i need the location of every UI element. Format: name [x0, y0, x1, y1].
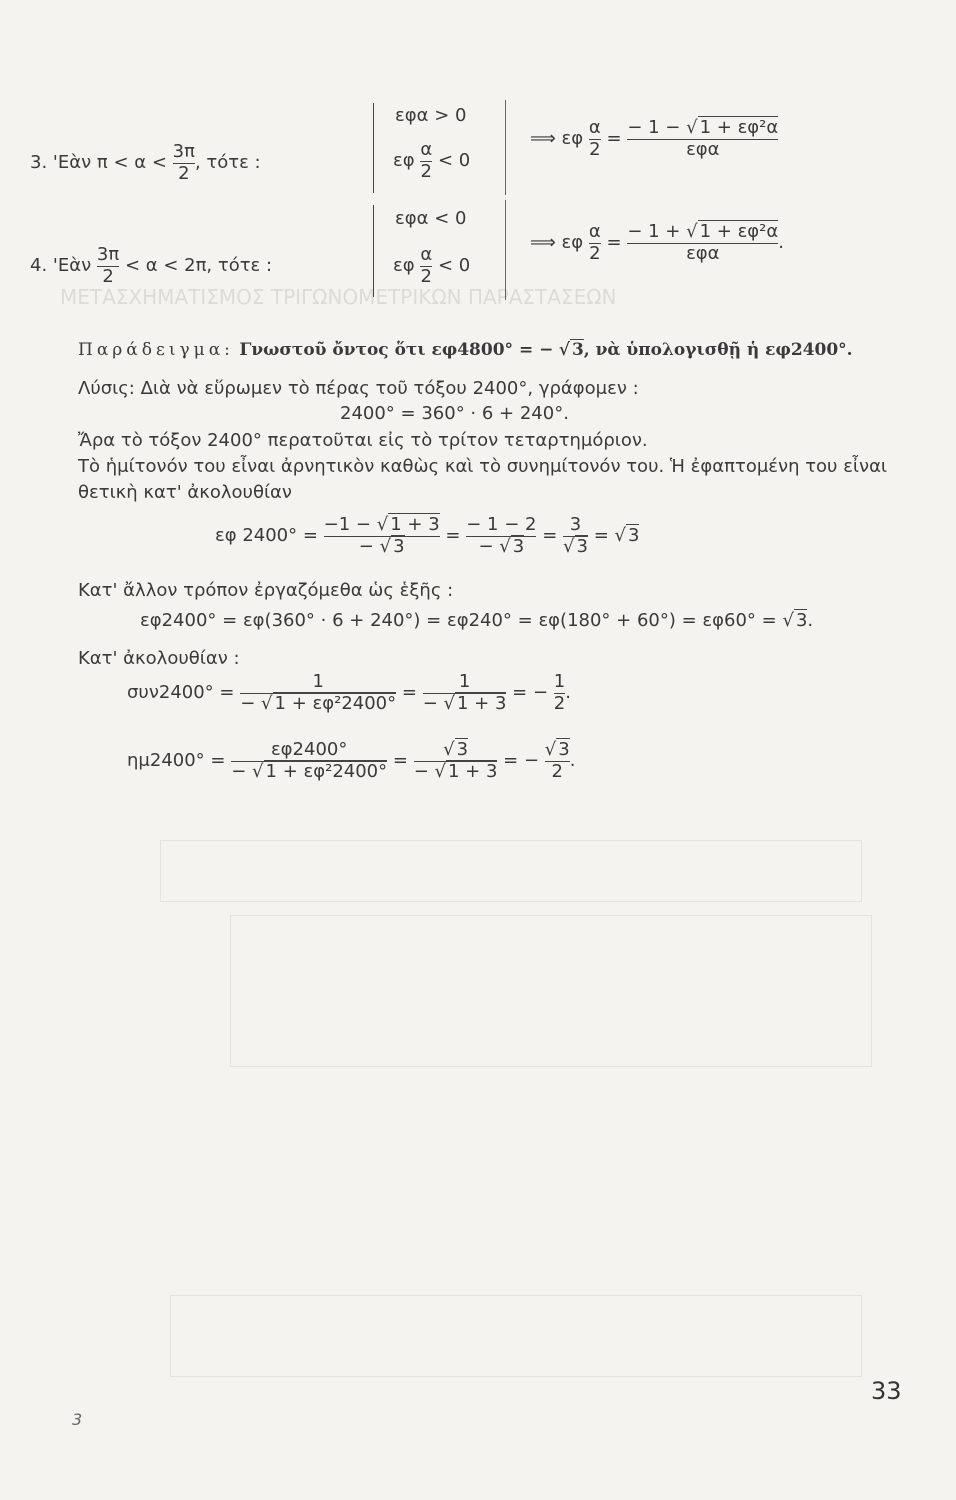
denominator: − √ 1 + 3 [413, 760, 498, 782]
case4-text-b: < α < 2π, τότε : [124, 255, 273, 277]
example-line [78, 340, 853, 360]
case3-cond2 [393, 140, 470, 182]
implies-arrow-icon: ⟹ [530, 232, 556, 254]
case3-text: 'Εὰν π < α < [52, 152, 167, 174]
equals: = [606, 128, 622, 150]
period: . [778, 232, 784, 254]
term: −1 − [323, 514, 372, 535]
equation-lhs: εφ 2400° = [215, 525, 318, 547]
bleed-through-box [170, 1295, 862, 1377]
period: . [565, 682, 571, 704]
half-angle-fraction [420, 245, 432, 287]
numerator: − 1 + √ 1 + εφ²α [627, 221, 779, 242]
case4-cond2 [393, 245, 470, 287]
radicand: 3 [795, 610, 808, 631]
example-text-a: Γνωστοῦ ὄντος ὅτι εφ4800° = − [239, 340, 554, 360]
half-angle-fraction [420, 140, 432, 182]
numerator: √ 3 [443, 739, 469, 760]
case3-tote: , τότε : [194, 152, 261, 174]
tan-symbol: εφ [561, 232, 584, 254]
term: − [231, 760, 247, 782]
cos-equation [127, 672, 571, 714]
radicand: 1 + 3 [447, 760, 498, 782]
solution-line [78, 378, 639, 399]
term: − [413, 760, 429, 782]
numerator: − 1 − √ 1 + εφ²α [627, 117, 779, 138]
footer-mark: 3 [72, 1410, 83, 1429]
term: − [478, 535, 494, 557]
case3-line [30, 142, 261, 184]
numerator: α [420, 139, 433, 160]
term: − 1 + [627, 221, 681, 242]
result-sqrt: √ 3 [614, 525, 640, 547]
numerator: 3π [96, 244, 120, 265]
case3-divider [505, 100, 506, 195]
solution-text: Διὰ νὰ εὕρωμεν τὸ πέρας τοῦ τόξου 2400°, γράφομεν : [140, 378, 639, 399]
equals: = − [503, 750, 540, 772]
case4-divider [505, 200, 506, 300]
radicand: 3 [571, 340, 584, 360]
denominator: 2 [97, 266, 119, 288]
radicand: 3 [628, 525, 640, 547]
page-number: 33 [871, 1377, 902, 1405]
radicand: 3 [393, 535, 405, 557]
numerator: α [420, 244, 433, 265]
radicand: 3 [576, 535, 588, 557]
numerator: 3π [172, 141, 195, 162]
example-sqrt: √ 3 [558, 340, 584, 360]
equals: = [606, 232, 622, 254]
tan-symbol: εφ [393, 150, 415, 172]
result-fraction [627, 222, 778, 264]
case4-cond1: εφα < 0 [395, 208, 467, 229]
case3-cond1: εφα > 0 [395, 105, 467, 126]
fraction-1 [240, 672, 396, 714]
fraction-3 [554, 672, 565, 714]
inequality: < 0 [437, 255, 471, 277]
case3-fraction [173, 142, 195, 184]
bleed-through-box [230, 915, 872, 1067]
solution-equation: 2400° = 360° · 6 + 240°. [340, 403, 569, 424]
term: − [358, 535, 374, 557]
numerator: 1 [553, 671, 566, 692]
denominator: 2 [589, 138, 601, 160]
numerator: 3 [569, 514, 582, 535]
equals: = [542, 525, 558, 547]
bleed-through-box [160, 840, 862, 902]
period: . [807, 610, 814, 631]
fraction-2 [423, 672, 507, 714]
case4-text-a: 'Εὰν [52, 255, 92, 277]
denominator: √ 3 [563, 535, 588, 557]
denominator: 2 [545, 761, 570, 783]
radicand: 1 + 3 [390, 514, 440, 535]
case4-number: 4. [30, 255, 48, 277]
radicand: 3 [456, 739, 469, 760]
solution-line4: Τὸ ἡμίτονόν του εἶναι ἀρνητικὸν καθὼς καὶ τὸ συνημίτονόν του. Ἡ ἐφαπτομένη του εἶναι [78, 456, 888, 477]
radicand: 1 + 3 [457, 692, 507, 714]
denominator: εφα [627, 139, 778, 161]
case4-result [530, 222, 784, 264]
term: − [422, 692, 438, 714]
radicand: 3 [512, 535, 525, 557]
tan-symbol: εφ [393, 255, 415, 277]
term: − [240, 692, 256, 714]
denominator: 2 [420, 160, 432, 182]
numerator: − 1 − 2 [466, 514, 537, 535]
fraction-1 [231, 740, 387, 782]
alt-equation [140, 610, 813, 631]
numerator: εφ2400° [270, 739, 348, 760]
denominator: − √ 3 [466, 536, 536, 558]
denominator: − √ 1 + εφ²2400° [240, 692, 397, 714]
denominator: − √ 1 + 3 [422, 692, 507, 714]
fraction-1 [324, 515, 440, 557]
numerator: α [588, 117, 601, 138]
half-angle-fraction [589, 118, 601, 160]
case3-result [530, 118, 778, 160]
case4-line [30, 245, 272, 287]
case3-number: 3. [30, 152, 48, 174]
numerator: α [588, 221, 601, 242]
fraction-2 [414, 740, 498, 782]
equation: εφ2400° = εφ(360° · 6 + 240°) = εφ240° = εφ(180° + 60°) = εφ60° = [140, 610, 777, 631]
solution-line5: θετικὴ κατ' ἀκολουθίαν [78, 482, 292, 503]
equation-lhs: ημ2400° = [127, 750, 226, 772]
example-text-b: , νὰ ὑπολογισθῇ ἡ εφ2400°. [583, 340, 853, 360]
result-fraction [627, 118, 778, 160]
fraction-3 [545, 740, 570, 782]
denominator: 2 [173, 163, 195, 185]
case4-fraction [97, 245, 119, 287]
fraction-3 [563, 515, 588, 557]
consequently-text: Κατ' ἀκολουθίαν : [78, 648, 240, 669]
sin-equation [127, 740, 575, 782]
equals: = [401, 682, 417, 704]
numerator: 1 [312, 671, 324, 692]
equals: = [593, 525, 609, 547]
implies-arrow-icon: ⟹ [530, 128, 556, 150]
numerator: 1 [458, 671, 471, 692]
denominator: 2 [553, 692, 566, 714]
radicand: 1 + εφ²α [699, 117, 779, 138]
equals: = − [512, 682, 549, 704]
numerator: √ 3 [544, 739, 570, 760]
denominator: εφα [627, 243, 778, 265]
tan-equation [215, 515, 639, 557]
radicand: 3 [558, 739, 570, 760]
radicand: 1 + εφ²α [699, 221, 779, 242]
example-label: Παράδειγμα: [78, 340, 234, 360]
tan-symbol: εφ [561, 128, 584, 150]
bleed-through-text: ΜΕΤΑΣΧΗΜΑΤΙΣΜΟΣ ΤΡΙΓΩΝΟΜΕΤΡΙΚΩΝ ΠΑΡΑΣΤΑΣΕΩΝ [60, 285, 617, 309]
solution-label: Λύσις: [78, 378, 135, 399]
inequality: < 0 [437, 150, 471, 172]
equation-lhs: συν2400° = [127, 682, 235, 704]
equals: = [392, 750, 408, 772]
alt-text: Κατ' ἄλλον τρόπον ἐργαζόμεθα ὡς ἑξῆς : [78, 580, 454, 601]
case3-brace [373, 103, 374, 193]
numerator: −1 − √ 1 + 3 [323, 514, 440, 535]
term: − 1 − [627, 117, 681, 138]
denominator: 2 [589, 242, 601, 264]
half-angle-fraction [589, 222, 601, 264]
equals: = [445, 525, 461, 547]
denominator: − √ 3 [324, 536, 440, 558]
denominator: − √ 1 + εφ²2400° [231, 760, 388, 782]
case4-brace [373, 205, 374, 297]
period: . [569, 750, 576, 772]
solution-line3: Ἄρα τὸ τόξον 2400° περατοῦται εἰς τὸ τρίτον τεταρτημόριον. [78, 430, 648, 451]
denominator: 2 [420, 265, 432, 287]
radicand: 1 + εφ²2400° [274, 692, 397, 714]
radicand: 1 + εφ²2400° [265, 760, 388, 782]
fraction-2 [466, 515, 536, 557]
result-sqrt: √ 3 [782, 610, 808, 631]
